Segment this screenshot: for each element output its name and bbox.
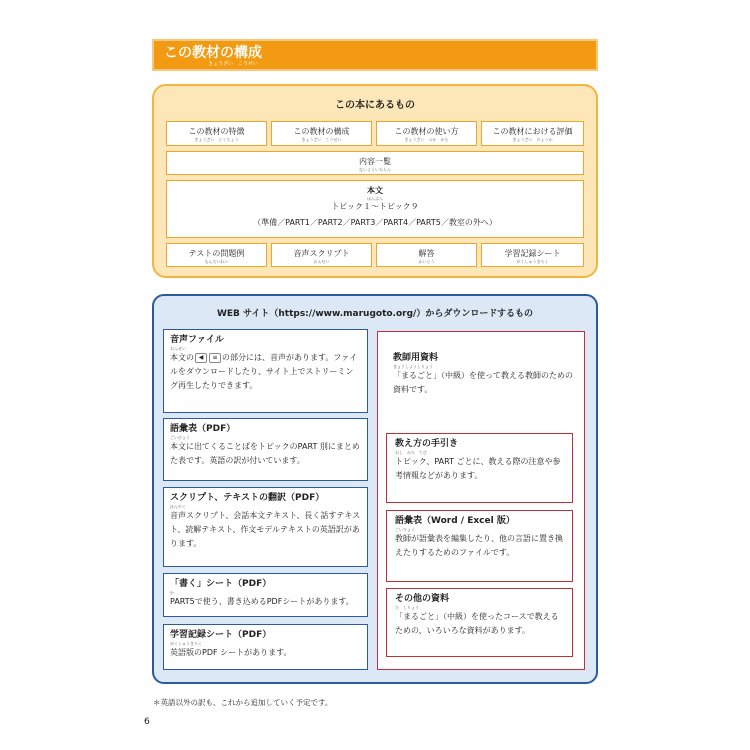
vocab-word-excel-text: 教師が語彙表を編集したり、他の言語に置き換えたりするためのファイルです。 xyxy=(395,534,563,557)
book-item-features xyxy=(166,121,267,146)
writing-sheet-box xyxy=(163,573,368,617)
book-item-label: 学習記録シート xyxy=(504,249,561,258)
script-translation-box xyxy=(163,487,368,567)
main-text-topics: トピック１～トピック９ xyxy=(331,202,419,211)
other-materials-box xyxy=(386,588,573,657)
script-translation-title: スクリプト、テキストの翻訳（PDF） xyxy=(170,493,325,503)
writing-sheet-title: 「書く」シート（PDF） xyxy=(170,579,272,589)
script-icon: ≡ xyxy=(209,353,221,363)
book-item-learning-record xyxy=(481,243,584,267)
book-item-label: この教材の使い方 xyxy=(394,127,459,136)
main-text-ruby: ほんぶん xyxy=(367,196,383,201)
book-item-ruby: かいとう xyxy=(418,259,435,264)
main-text-parts: （準備／PART1／PART2／PART3／PART4／PART5／教室の外へ） xyxy=(253,218,497,227)
book-item-label: 音声スクリプト xyxy=(293,249,350,258)
vocab-pdf-title: 語彙表（PDF） xyxy=(170,424,236,434)
audio-file-text1: 本文の xyxy=(170,353,194,362)
book-item-structure xyxy=(271,121,372,146)
book-item-ruby: おんせい xyxy=(313,259,330,264)
section-header xyxy=(152,39,598,71)
vocab-pdf-box xyxy=(163,418,368,481)
teaching-guide-title: 教え方の手引き xyxy=(395,439,459,449)
teaching-guide-box xyxy=(386,433,573,503)
book-panel-title: この本にあるもの xyxy=(335,100,415,111)
book-item-label: この教材の構成 xyxy=(293,127,350,136)
book-item-label: この教材の特徴 xyxy=(188,127,245,136)
book-item-label: テストの問題例 xyxy=(188,249,245,258)
vocab-word-excel-ruby: ごいひょう xyxy=(395,527,415,532)
book-item-label: 解答 xyxy=(418,249,435,258)
teaching-guide-ruby: おし かた てび xyxy=(395,450,427,455)
other-materials-ruby: た しりょう xyxy=(395,605,419,610)
book-item-ruby: きょうざい ひょうか xyxy=(512,137,553,142)
script-translation-ruby: ほんやく xyxy=(170,504,186,509)
learning-record-sheet-ruby: がくしゅうきろく xyxy=(170,641,202,646)
learning-record-sheet-text: 英語版のPDF シートがあります。 xyxy=(170,648,292,657)
contents-list-ruby: ないよういちらん xyxy=(359,167,391,172)
section-title-ruby: きょうざい こうせい xyxy=(208,61,259,67)
book-item-ruby: きょうざい こうせい xyxy=(301,137,342,142)
teacher-materials-ruby: きょうしようしりょう xyxy=(393,364,433,369)
writing-sheet-text: PART5で使う、書き込めるPDFシートがあります。 xyxy=(170,597,354,606)
writing-sheet-ruby: か xyxy=(170,590,174,595)
other-materials-text: 「まるごと」（中級）を使ったコースで教えるための、いろいろな資料があります。 xyxy=(395,612,559,635)
vocab-word-excel-box xyxy=(386,510,573,582)
web-panel-title: WEB サイト（https://www.marugoto.org/）からダウンロードするもの xyxy=(216,309,534,319)
page-number: 6 xyxy=(144,717,150,727)
learning-record-sheet-title: 学習記録シート（PDF） xyxy=(170,630,272,640)
audio-file-ruby: おんせい xyxy=(170,346,186,351)
speaker-icon: ◀ xyxy=(195,353,207,363)
learning-record-sheet-box xyxy=(163,624,368,670)
vocab-pdf-text: 本文に出てくることばをトピックのPART 別にまとめた表です。英語の訳が付いています。 xyxy=(170,442,360,465)
book-item-label: この教材における評価 xyxy=(492,127,573,136)
section-title: この教材の構成 xyxy=(164,45,262,61)
teaching-guide-text: トピック、PART ごとに、教える際の注意や参考情報などがあります。 xyxy=(395,457,561,480)
other-materials-title: その他の資料 xyxy=(395,594,450,604)
vocab-word-excel-title: 語彙表（Word / Excel 版） xyxy=(395,516,515,526)
audio-file-text2: の部分には、音声があります。ファイルをダウンロードしたり、サイト上でストリーミング再生したりできます。 xyxy=(170,353,358,390)
footnote: ＊英語以外の訳も、これから追加していく予定です。 xyxy=(153,698,333,707)
vocab-pdf-ruby: ごいひょう xyxy=(170,435,190,440)
book-item-ruby: もんだいれい xyxy=(204,259,229,264)
book-item-answers xyxy=(376,243,477,267)
book-item-contents-list xyxy=(166,151,584,175)
main-text-label: 本文 xyxy=(367,186,383,195)
script-translation-text: 音声スクリプト、会話本文テキスト、長く話すテキスト、読解テキスト、作文モデルテキストの英語訳があります。 xyxy=(170,511,361,548)
book-item-test-examples xyxy=(166,243,267,267)
audio-file-title: 音声ファイル xyxy=(170,335,224,345)
book-item-audio-script xyxy=(271,243,372,267)
book-item-usage xyxy=(376,121,477,146)
book-item-evaluation xyxy=(481,121,584,146)
book-item-main-text xyxy=(166,180,584,238)
teacher-materials-text: 「まるごと」（中級）を使って教える教師のための資料です。 xyxy=(393,371,573,394)
teacher-materials-title: 教師用資料 xyxy=(393,353,439,363)
teacher-materials-header xyxy=(393,352,573,397)
contents-list-label: 内容一覧 xyxy=(359,157,391,166)
book-item-ruby: きょうざい とくちょう xyxy=(194,137,239,142)
book-item-ruby: がくしゅうきろく xyxy=(516,259,549,264)
book-item-ruby: きょうざい つか かた xyxy=(404,137,449,142)
audio-file-box xyxy=(163,329,368,413)
